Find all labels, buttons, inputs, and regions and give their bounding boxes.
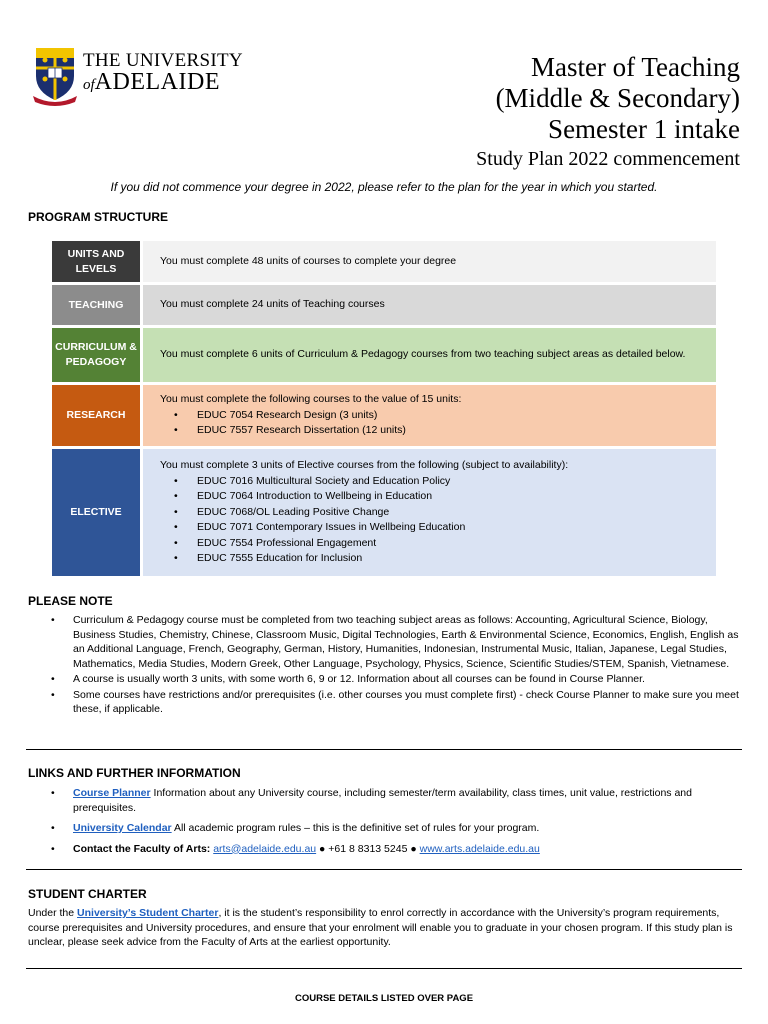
link-item-calendar (48, 821, 748, 836)
divider (26, 869, 742, 870)
course-item: • EDUC 7064 Introduction to Wellbeing in Education (160, 489, 702, 505)
logo-wordmark-line2 (83, 69, 220, 96)
course-item: • EDUC 7054 Research Design (3 units) (160, 408, 702, 424)
structure-row-curriculum-pedagogy (52, 328, 716, 382)
row-body (143, 449, 716, 576)
course-item: • EDUC 7016 Multicultural Society and Education Policy (160, 474, 702, 490)
title-line-3: Semester 1 intake (548, 114, 740, 144)
divider (26, 968, 742, 969)
crest-icon (33, 46, 77, 108)
please-note-list (48, 613, 748, 718)
link-item-contact (48, 842, 748, 857)
course-planner-desc: Information about any University course, including semester/term availability, class times, unit value, restrictions and prerequisites. (73, 787, 692, 814)
calendar-desc: All academic program rules – this is the definitive set of rules for your program. (171, 822, 540, 834)
row-label: UNITS AND LEVELS (52, 241, 140, 282)
student-charter-link[interactable]: University’s Student Charter (77, 907, 219, 919)
charter-text-after: , it is the student’s responsibility to enrol correctly in accordance with the University’s program requirements, course prerequisites and University procedures, and ensure that your enrolment will enable you to graduate in your chosen program. If this study plan is unclear, please seek advice from the Faculty of Arts at the earliest opportunity. (28, 907, 733, 948)
course-item: • EDUC 7557 Research Dissertation (12 units) (160, 423, 702, 439)
student-charter-heading: STUDENT CHARTER (28, 887, 147, 901)
row-label: CURRICULUM & PEDAGOGY (52, 328, 140, 382)
course-item: • EDUC 7071 Contemporary Issues in Wellbeing Education (160, 520, 702, 536)
row-body (143, 385, 716, 446)
document-title-block (476, 52, 740, 172)
row-body (143, 241, 716, 282)
logo-wordmark-line1: THE UNIVERSITY (83, 50, 243, 71)
course-item: • EDUC 7068/OL Leading Positive Change (160, 505, 702, 521)
title-line-2: (Middle & Secondary) (495, 83, 740, 113)
row-text: You must complete 24 units of Teaching courses (160, 298, 385, 311)
student-charter-text (28, 906, 744, 950)
row-label: RESEARCH (52, 385, 140, 446)
row-body (143, 285, 716, 325)
structure-row-units-levels (52, 241, 716, 282)
course-item: • EDUC 7555 Education for Inclusion (160, 551, 702, 567)
row-body (143, 328, 716, 382)
structure-row-research (52, 385, 716, 446)
title-line-1: Master of Teaching (530, 52, 740, 82)
row-label: TEACHING (52, 285, 140, 325)
links-list (48, 786, 748, 862)
course-item: • EDUC 7554 Professional Engagement (160, 536, 702, 552)
divider (26, 749, 742, 750)
course-planner-link[interactable]: Course Planner (73, 787, 151, 799)
link-item-course-planner (48, 786, 748, 815)
website-link[interactable]: www.arts.adelaide.edu.au (419, 842, 540, 855)
links-heading: LINKS AND FURTHER INFORMATION (28, 766, 241, 780)
structure-row-elective (52, 449, 716, 576)
row-label: ELECTIVE (52, 449, 140, 576)
contact-phone: ● +61 8 8313 5245 ● (316, 842, 420, 855)
charter-text-before: Under the (28, 907, 78, 919)
university-calendar-link[interactable]: University Calendar (73, 822, 172, 834)
email-link[interactable]: arts@adelaide.edu.au (213, 842, 317, 855)
row-text: You must complete 3 units of Elective courses from the following (subject to availability): (160, 458, 569, 471)
footer-note: COURSE DETAILS LISTED OVER PAGE (294, 993, 474, 1004)
logo-of: of (83, 77, 95, 93)
row-text: You must complete 48 units of courses to complete your degree (160, 254, 457, 267)
document-subtitle: Study Plan 2022 commencement (476, 148, 740, 170)
please-note-heading: PLEASE NOTE (28, 594, 113, 608)
intro-note: If you did not commence your degree in 2022, please refer to the plan for the year in which you started. (110, 180, 658, 194)
row-text: You must complete the following courses to the value of 15 units: (160, 393, 462, 406)
contact-label: Contact the Faculty of Arts: (73, 842, 211, 855)
structure-row-teaching (52, 285, 716, 325)
university-logo (33, 46, 243, 108)
program-structure-heading: PROGRAM STRUCTURE (28, 210, 168, 224)
logo-adelaide: ADELAIDE (94, 69, 220, 95)
note-item: • Curriculum & Pedagogy course must be completed from two teaching subject areas as follows: Accounting, Agricultural Science, Biology, Business Studies, Chemistry, Chinese, Classroom Music, Digital Technologies, Earth & Environmental Science, Economics, English, English as an Additional Language, French, Geography, German, History, Humanities, Indonesian, Instrumental Music, Italian, Japanese, Legal Studies, Mathematics, Media Studies, Modern Greek, Other Language, Psychology, Physics, Science, Scientific Studies/STEM, Spanish, Vietnamese. (48, 613, 748, 671)
note-item: • A course is usually worth 3 units, with some worth 6, 9 or 12. Information about all courses can be found in Course Planner. (48, 672, 748, 687)
note-item: • Some courses have restrictions and/or prerequisites (i.e. other courses you must complete first) - check Course Planner to make sure you meet these, if applicable. (48, 688, 748, 717)
row-text: You must complete 6 units of Curriculum & Pedagogy courses from two teaching subject areas as detailed below. (160, 348, 686, 361)
